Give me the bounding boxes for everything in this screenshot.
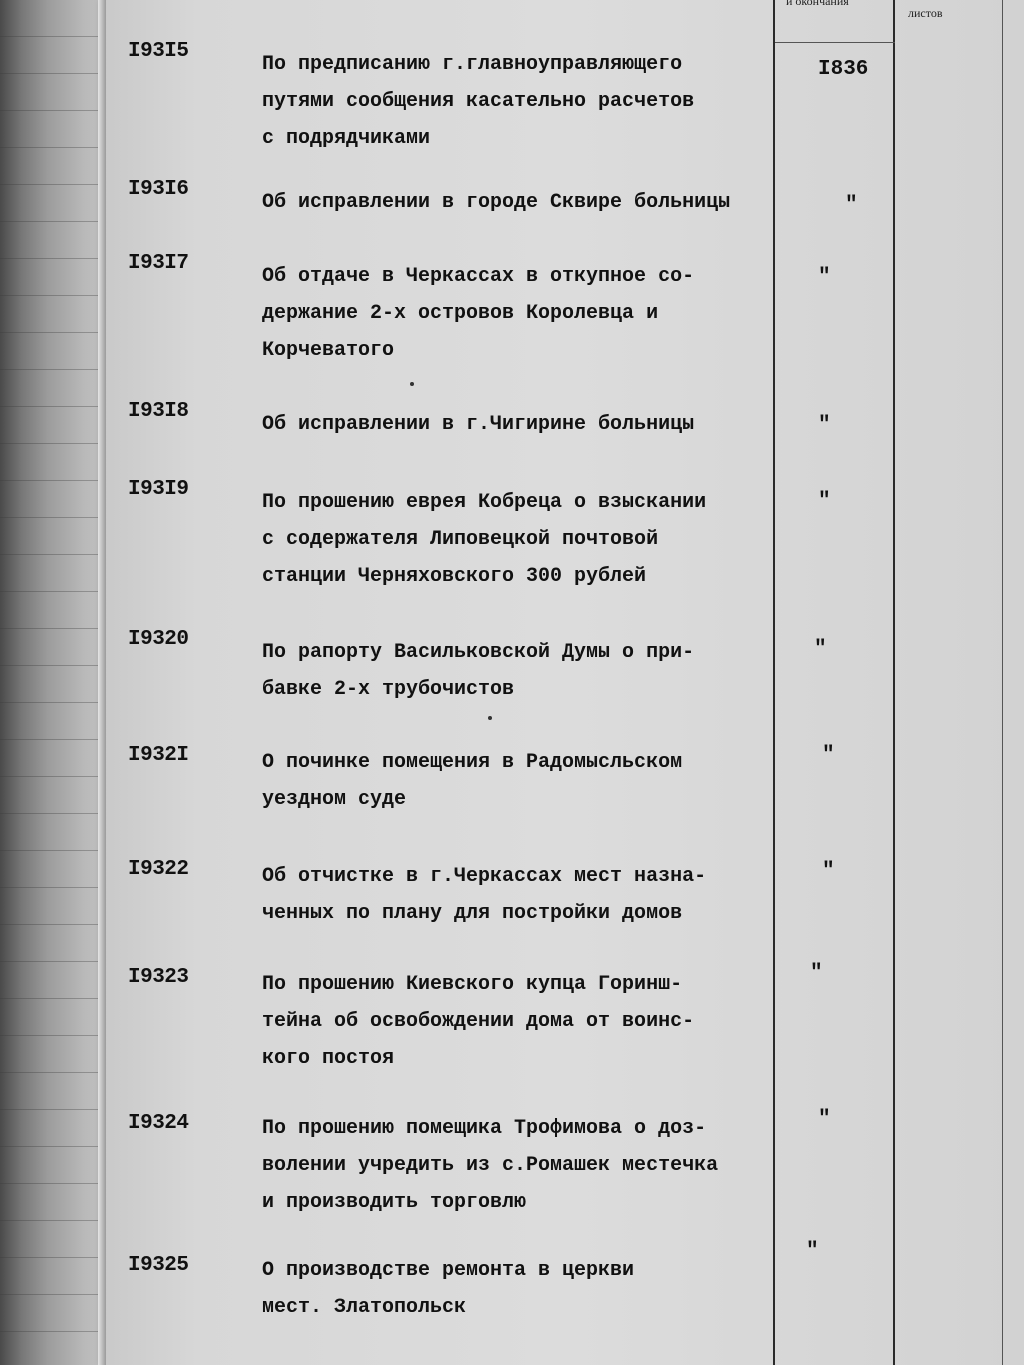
column-rule-right	[1002, 0, 1003, 1365]
entry-title-line: О производстве ремонта в церкви	[262, 1259, 635, 1282]
entry-title-line: О починке помещения в Радомысльском	[262, 751, 683, 774]
page-binding	[98, 0, 106, 1365]
entry-title	[262, 858, 802, 932]
entry-title	[262, 46, 802, 157]
entry-title-line: По прошению еврея Кобреца о взыскании	[262, 491, 707, 514]
entry-number: I9322	[128, 858, 189, 881]
entry-date: "	[818, 1108, 831, 1131]
entry-title	[262, 484, 802, 595]
entry-title-line: ченных по плану для постройки домов	[262, 902, 683, 925]
entry-number: I9320	[128, 628, 189, 651]
entry-title-line: По предписанию г.главноуправляющего	[262, 53, 683, 76]
entry-title-line: путями сообщения касательно расчетов	[262, 90, 695, 113]
entry-title-line: кого постоя	[262, 1047, 395, 1070]
entry-title-line: держание 2-х островов Королевца и	[262, 302, 659, 325]
entry-number: I932I	[128, 744, 189, 767]
entry-date: I836	[818, 58, 869, 81]
entry-title	[262, 744, 802, 818]
entry-title-line: и производить торговлю	[262, 1191, 527, 1214]
entry-title-line: Корчеватого	[262, 339, 395, 362]
entry-title	[262, 406, 802, 443]
entry-title-line: с подрядчиками	[262, 127, 431, 150]
entry-title	[262, 184, 802, 221]
entry-title-line: По прошению Киевского купца Горинш-	[262, 973, 683, 996]
entry-title	[262, 634, 802, 708]
entry-title-line: Об исправлении в г.Чигирине больницы	[262, 413, 695, 436]
ink-mark	[488, 716, 492, 720]
entry-title-line: Об исправлении в городе Сквире больницы	[262, 191, 731, 214]
header-rule	[775, 42, 895, 43]
entry-title-line: Об отдаче в Черкассах в откупное со-	[262, 265, 695, 288]
entry-date: "	[810, 962, 823, 985]
column-header-sheets: листов	[908, 6, 943, 20]
entry-number: I93I9	[128, 478, 189, 501]
entry-title-line: уездном суде	[262, 788, 407, 811]
entry-title	[262, 966, 802, 1077]
entry-date: "	[818, 266, 831, 289]
entry-date: "	[822, 860, 835, 883]
entry-number: I93I7	[128, 252, 189, 275]
entry-title-line: тейна об освобождении дома от воинс-	[262, 1010, 695, 1033]
entry-date: "	[822, 744, 835, 767]
entry-title	[262, 1252, 802, 1326]
entry-title-line: По рапорту Васильковской Думы о при-	[262, 641, 695, 664]
entry-number: I9325	[128, 1254, 189, 1277]
column-header-dates: и окончания	[786, 0, 849, 8]
entry-date: "	[845, 194, 858, 217]
entry-number: I93I6	[128, 178, 189, 201]
entry-title-line: бавке 2-х трубочистов	[262, 678, 515, 701]
entry-date: "	[818, 414, 831, 437]
entry-date: "	[814, 638, 827, 661]
entry-title	[262, 1110, 802, 1221]
entry-title-line: волении учредить из с.Ромашек местечка	[262, 1154, 719, 1177]
entry-number: I9324	[128, 1112, 189, 1135]
entry-title-line: мест. Златопольск	[262, 1296, 467, 1319]
ink-mark	[410, 382, 414, 386]
entry-title-line: с содержателя Липовецкой почтовой	[262, 528, 659, 551]
entry-number: I9323	[128, 966, 189, 989]
entry-title-line: станции Черняховского 300 рублей	[262, 565, 647, 588]
entry-title-line: Об отчистке в г.Черкассах мест назна-	[262, 865, 707, 888]
entry-title-line: По прошению помещика Трофимова о доз-	[262, 1117, 707, 1140]
entry-title	[262, 258, 802, 369]
column-rule-sheets	[893, 0, 895, 1365]
entry-number: I93I8	[128, 400, 189, 423]
entry-date: "	[818, 490, 831, 513]
entry-number: I93I5	[128, 40, 189, 63]
entry-date: "	[806, 1240, 819, 1263]
